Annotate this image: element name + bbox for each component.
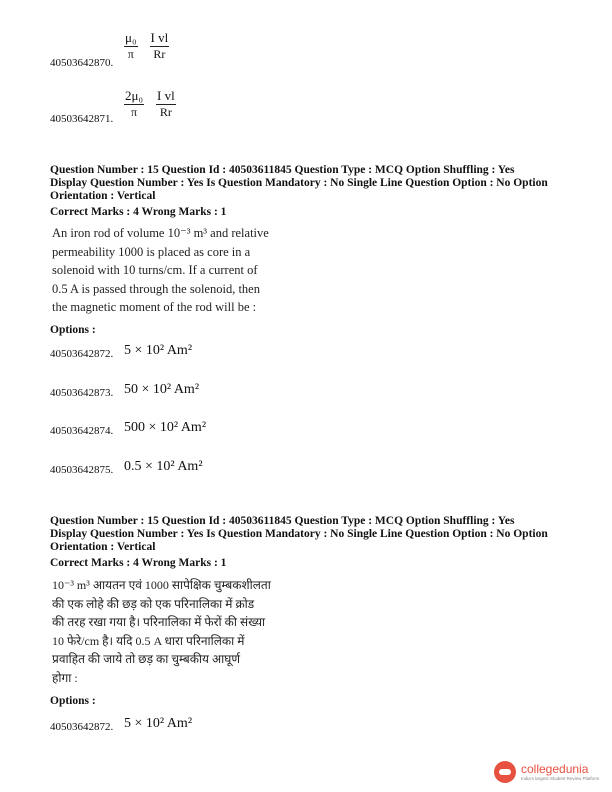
fraction-2mu-over-pi: $\frac{\text{2μ₀}}{\pi}$ (125, 88, 144, 119)
option-id: 40503642872. (50, 721, 114, 733)
question-line: 10 फेरे/cm है। यदि 0.5 A धारा परिनालिका में (52, 633, 245, 648)
logo-mascot-icon (494, 761, 516, 783)
question-text-hindi (52, 576, 300, 687)
option-text: 0.5 × 10² Am² (124, 459, 203, 474)
option-id: 40503642872. (50, 348, 114, 360)
question-meta-line: Question Number : 15 Question Id : 40503611845 Question Type : MCQ Option Shuffling : Yes (50, 164, 515, 176)
option-formula-40503642871 (124, 88, 184, 120)
option-id: 40503642875. (50, 464, 114, 476)
marks-line: Correct Marks : 4 Wrong Marks : 1 (50, 206, 227, 218)
question-meta-line: Display Question Number : Yes Is Question Mandatory : No Single Line Question Option : No Option (50, 177, 548, 189)
option-formula-40503642870 (124, 30, 177, 62)
options-label: Options : (50, 324, 96, 336)
question-line: प्रवाहित की जाये तो छड़ का चुम्बकीय आघूर्ण (52, 652, 241, 666)
logo-name: collegedunia (521, 762, 589, 776)
marks-line: Correct Marks : 4 Wrong Marks : 1 (50, 557, 227, 569)
question-line: solenoid with 10 turns/cm. If a current of (52, 263, 258, 277)
logo-tagline: India's largest Student Review Platform (521, 776, 600, 781)
question-meta-line: Orientation : Vertical (50, 541, 156, 553)
option-id: 40503642870. (50, 57, 114, 69)
option-id: 40503642871. (50, 113, 114, 125)
question-text-english (52, 224, 297, 317)
collegedunia-logo (494, 760, 604, 786)
question-meta-line: Orientation : Vertical (50, 190, 156, 202)
option-id: 40503642873. (50, 387, 114, 399)
question-line: की एक लोहे की छड़ को एक परिनालिका में क्रोड (52, 596, 255, 611)
option-text: 5 × 10² Am² (124, 716, 193, 731)
fraction-ivl-over-rr: $\frac{\text{I vl}}{Rr}$ (150, 30, 169, 61)
fraction-ivl-over-rr: $\frac{\text{I vl}}{Rr}$ (157, 88, 175, 119)
question-line: 10⁻³ m³ आयतन एवं 1000 सापेक्षिक चुम्बकशीलता (52, 578, 271, 592)
option-text: 5 × 10² Am² (124, 343, 193, 358)
question-meta-line: Question Number : 15 Question Id : 40503611845 Question Type : MCQ Option Shuffling : Yes (50, 515, 515, 527)
question-line: An iron rod of volume 10⁻³ m³ and relative (52, 226, 269, 240)
question-line: होगा : (52, 670, 78, 685)
option-text: 50 × 10² Am² (124, 382, 200, 397)
question-line: 0.5 A is passed through the solenoid, then (52, 281, 260, 296)
question-line: the magnetic moment of the rod will be : (52, 300, 257, 314)
option-id: 40503642874. (50, 425, 114, 437)
options-label: Options : (50, 695, 96, 707)
question-meta-line: Display Question Number : Yes Is Question Mandatory : No Single Line Question Option : No Option (50, 528, 548, 540)
question-line: permeability 1000 is placed as core in a (52, 244, 251, 259)
question-line: की तरह रखा गया है। परिनालिका में फेरों की संख्या (52, 615, 266, 629)
option-text: 500 × 10² Am² (124, 420, 207, 435)
fraction-mu-over-pi: $\frac{\text{μ₀}}{\pi}$ (125, 30, 137, 61)
